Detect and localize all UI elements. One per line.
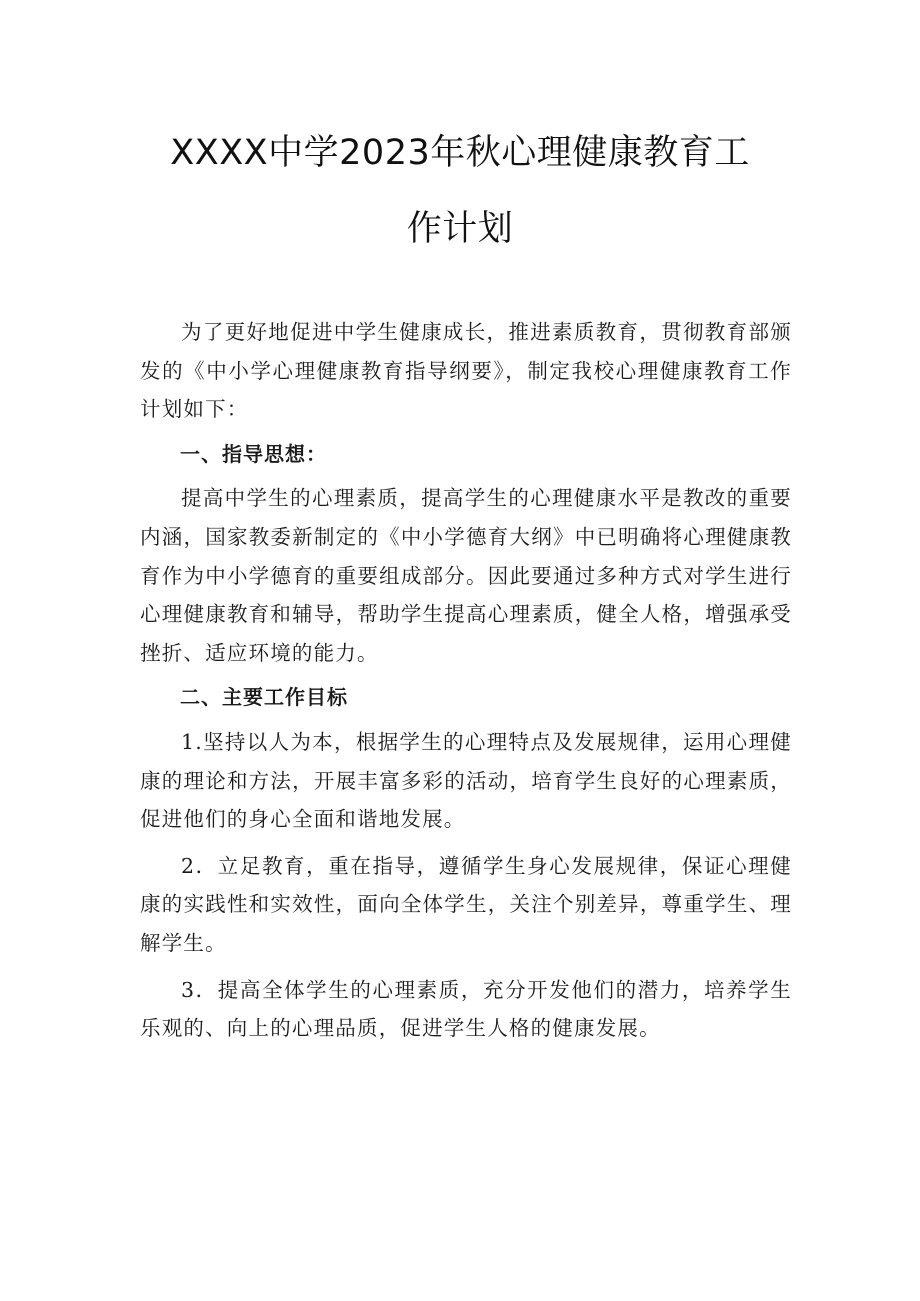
section-2-heading: 二、主要工作目标: [180, 685, 348, 710]
document-body: [140, 313, 792, 1048]
title-line-1: XXXX中学2023年秋心理健康教育工: [170, 133, 750, 173]
goal-item-3: 3．提高全体学生的心理素质，充分开发他们的潜力，培养学生乐观的、向上的心理品质，促进学生人格的健康发展。: [140, 977, 792, 1041]
goal-item-1: 1.坚持以人为本，根据学生的心理特点及发展规律，运用心理健康的理论和方法，开展丰富多彩的活动，培育学生良好的心理素质，促进他们的身心全面和谐地发展。: [140, 729, 792, 832]
intro-paragraph: 为了更好地促进中学生健康成长，推进素质教育，贯彻教育部颁发的《中小学心理健康教育指导纲要》，制定我校心理健康教育工作计划如下：: [140, 320, 792, 422]
section-1-heading: 一、指导思想：: [180, 441, 327, 466]
goal-item-2: 2．立足教育，重在指导，遵循学生身心发展规律，保证心理健康的实践性和实效性，面向全体学生，关注个别差异，尊重学生、理解学生。: [140, 853, 792, 955]
section-1-paragraph: 提高中学生的心理素质，提高学生的心理健康水平是教改的重要内涵，国家教委新制定的《中小学德育大纲》中已明确将心理健康教育作为中小学德育的重要组成部分。因此要通过多种方式对学生进行心理健康教育和辅导，帮助学生提高心理素质，健全人格，增强承受挫折、适应环境的能力。: [140, 486, 792, 665]
title-line-2: 作计划: [406, 209, 514, 249]
